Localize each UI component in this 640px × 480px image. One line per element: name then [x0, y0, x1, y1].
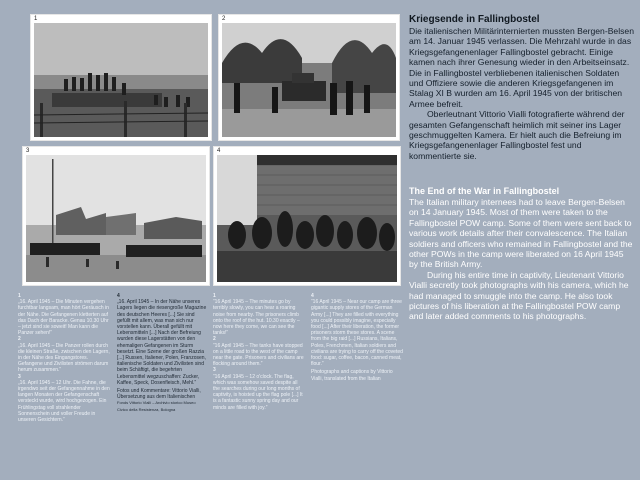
- caption-number: 2: [18, 336, 21, 343]
- german-paragraph: Oberleutnant Vittorio Vialli fotografierte während der gesamten Gefangenschaft heimlich mit seiner ins Lager geschmuggelten Kamera. Er hielt auch die Befreiung im Kriegsgefangenenlager Fallingbostel fest und kommentierte sie.: [409, 109, 625, 161]
- german-paragraph: Die italienischen Militärinternierten mussten Bergen-Belsen am 14. Januar 1945 verlassen. Die Mehrzahl wurde in das Kriegsgefangenenlager Fallingbostel gebracht. Einige kamen nach ihrer Genesung wieder in den Arbeitseinsatz. Die in Fallingbostel verbliebenen italienischen Soldaten und Offiziere sowie die anderen Kriegsgefangenen im Stalag XI B wurden am 16. April 1945 von der britischen Armee befreit.: [409, 26, 634, 109]
- caption-number: 1: [213, 293, 216, 299]
- photo-image: [34, 23, 208, 137]
- caption-text: “16 April 1945 – The tanks have stopped on a little road to the west of the camp near the gate. Prisoners and civilians are flocking around them.”: [213, 342, 304, 368]
- caption-en-left: [213, 293, 305, 411]
- photo-number: 2: [222, 16, 226, 22]
- caption-number: 1: [18, 293, 21, 299]
- photo-flag-hoisting: [22, 146, 210, 286]
- photo-image: [26, 155, 206, 282]
- caption-number: 2: [213, 336, 216, 343]
- caption-text: „16. April 1945 – In der Nähe unseres Lagers liegen die riesengroße Magazine des deutschen Heeres [...] Sie sind gefüllt mit allem, was man sich nur vorstellen kann. Überall gefüllt mit Lebensmitteln [...] Nach der Befreiung wurden diese Lagerstätten von den ehemaligen Gefangenen im Sturm besetzt. Eine Szene der großen Razzia [...] Russen, Italiener, Polen, Franzosen, italienische Soldaten und Zivilisten sind beim Schäftigt, die begehrten Lebensmittel wegzuschaffen: Zucker, Kaffee, Speck, Dosenfleisch, Mehl.“: [117, 299, 207, 386]
- panel-headline: Kriegsende in Fallingbostel: [409, 14, 540, 25]
- caption-en-right: [311, 293, 403, 382]
- caption-number: 4: [117, 293, 120, 299]
- photo-supply-store-raid: [213, 146, 401, 286]
- photo-image: [217, 155, 397, 282]
- caption-number: 4: [311, 293, 314, 299]
- photo-image: [222, 23, 396, 137]
- caption-credit: Fotos und Kommentare: Vittorio Vialli, Übersetzung aus dem Italienischen: [117, 388, 201, 401]
- photo-prisoners-on-roof: [30, 14, 212, 141]
- english-paragraph: The Italian military internees had to leave Bergen-Belsen on 14 January 1945. Most of them were taken to the Fallingbostel POW camp. Some of them were sent back to various work details after their convalescence. The Italian soldiers and officers who remained in Fallingbostel and the other POWs in the camp were liberated on 16 April 1945 by the British Army.: [409, 197, 633, 270]
- photo-number: 4: [217, 148, 221, 154]
- caption-number: 3: [18, 373, 21, 380]
- english-headline: The End of the War in Fallingbostel: [409, 186, 560, 196]
- caption-text: “16 April 1945 – Near our camp are three gigantic supply stores of the German Army [...] They are filled with everything you could possibly imagine, especially food [...] After their liberation, the former prisoners storm these stores. A scene from the big raid [...] Russians, Italians, Poles, Frenchmen, Italian soldiers and civilians are trying to carry off the coveted food: sugar, coffee, bacon, canned meat, flour.”: [311, 299, 403, 368]
- caption-text: „16. April 1945 – Die Panzer rollen durch die kleinen Straße, zwischen den Lagern, in der Nähe des Eingangstores. Gefangene und Zivilisten strömen darum herum zusammen.“: [18, 342, 110, 374]
- caption-text: „16. April 1945 – Die Minuten vergehen furchtbar langsam, man hört Geräusch in der Nähe. Die Gefangenen kletterten auf das Dach der Baracke. Genau 10.30 Uhr – jetzt sind sie soweit! Man kann die Panzer sehen!“: [18, 299, 109, 337]
- caption-text: “16 April 1945 – 12 o'clock. The flag, which was somehow saved despite all the searches during our long months of captivity, is hoisted up the flag pole [...] It is a fantastic sunny spring day and our minds are filled with joy.”: [213, 373, 303, 411]
- caption-number: 3: [213, 367, 216, 374]
- caption-de-left: [18, 293, 110, 423]
- photo-tanks-at-gate: [218, 14, 400, 141]
- caption-credit: Photographs and captions by Vittorio Vialli, translated from the Italian: [311, 369, 393, 382]
- caption-source: Fonds Vittorio Vialli – Archivio storico Museo Civico della Resistenza, Bologna: [117, 400, 196, 412]
- caption-de-right: [117, 293, 207, 413]
- caption-text: “16 April 1945 – The minutes go by terribly slowly, you can hear a roaring noise from nearby. The prisoners climb onto the roof of the hut. 10.30 exactly – now here they come, we can see the tanks!”: [213, 299, 300, 337]
- english-text-block: [409, 197, 634, 322]
- english-paragraph: During his entire time in captivity, Lieutenant Vittorio Vialli secretly took photographs with his camera, which he had managed to smuggle into the camp. He also took pictures of his liberation at the Fallingbostel POW camp and later added comments to his photographs.: [409, 269, 629, 322]
- photo-number: 1: [34, 16, 38, 22]
- caption-text: „16. April 1945 – 12 Uhr. Die Fahne, die irgendwo seit der Gefangennahme in den langen Monaten der Gefangenschaft versteckt wurde, wird hochgezogen. Ein Frühlingstag voll strahlender Sonnenschein und voller Freude in unseren Gesichtern.“: [18, 379, 110, 424]
- german-text-block: [409, 26, 634, 161]
- photo-number: 3: [26, 148, 30, 154]
